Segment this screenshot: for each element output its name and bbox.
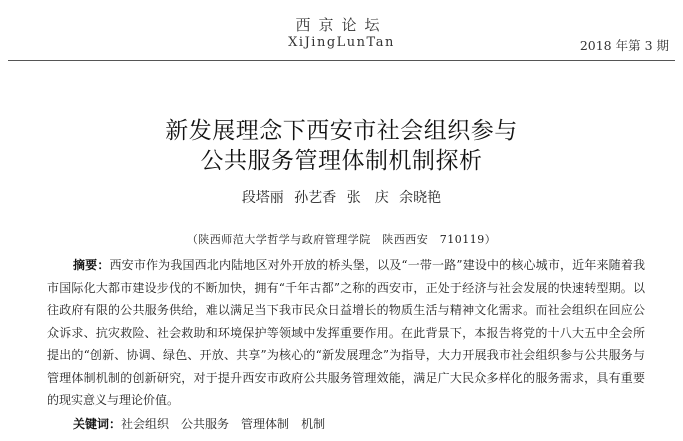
keyword: 社会组织 <box>121 417 170 431</box>
keywords-label: 关键词： <box>73 417 122 431</box>
author-list <box>0 187 683 207</box>
title-line-1: 新发展理念下西安市社会组织参与 <box>165 118 518 144</box>
page-header <box>0 0 683 64</box>
journal-name-pinyin: XiJingLunTan <box>288 35 395 50</box>
header-divider <box>8 60 675 61</box>
keyword: 管理体制 <box>241 417 290 431</box>
author-affiliation: （陕西师范大学哲学与政府管理学院 陕西西安 710119） <box>186 233 497 246</box>
journal-name-chinese: 西京论坛 <box>295 16 388 34</box>
keyword: 机制 <box>301 417 326 431</box>
issue-number: 2018 年第 3 期 <box>579 38 669 53</box>
keywords <box>73 413 337 435</box>
abstract <box>47 254 645 412</box>
abstract-label: 摘要： <box>73 258 110 272</box>
author-name: 孙艺香 <box>294 190 337 206</box>
author-name: 余晓艳 <box>399 190 442 206</box>
author-name: 段塔丽 <box>241 190 284 206</box>
article-title <box>0 116 683 176</box>
keyword: 公共服务 <box>181 417 230 431</box>
title-line-2: 公共服务管理体制机制探析 <box>200 148 483 174</box>
author-name: 张 庆 <box>346 190 389 206</box>
abstract-text: 西安市作为我国西北内陆地区对外开放的桥头堡，以及“一带一路”建设中的核心城市，近年来随着我市国际化大都市建设步伐的不断加快，拥有“千年古都”之称的西安市，正处于经济与社会发展的快速转型期。以往政府有限的公共服务供给，难以满足当下我市民众日益增长的物质生活与精神文化需求。而社会组织在回应公众诉求、抗灾救险、社会救助和环境保护等领域中发挥重要作用。在此背景下，本报告将党的十八大五中全会所提出的“创新、协调、绿色、开放、共享”为核心的“新发展理念”为指导，大力开展我市社会组织参与公共服务与管理体制机制的创新研究，对于提升西安市政府公共服务管理效能，满足广大民众多样化的服务需求，具有重要的现实意义与理论价值。 <box>47 258 645 407</box>
